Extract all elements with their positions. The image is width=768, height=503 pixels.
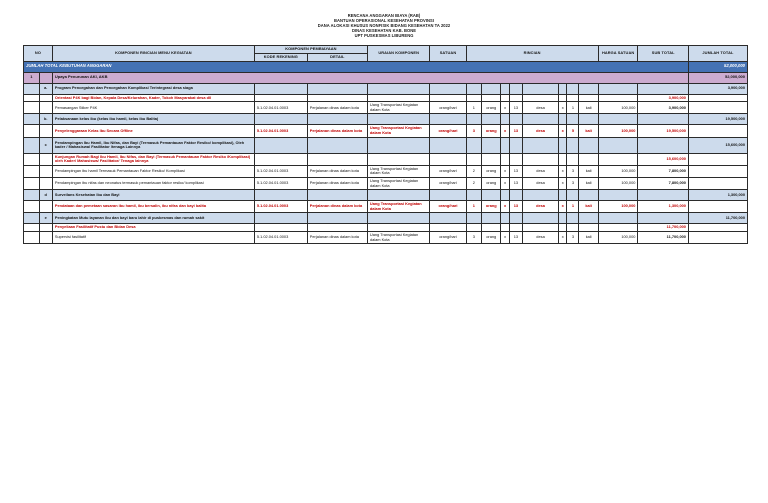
- cell-x2: x: [559, 165, 567, 177]
- cell-u2: desa: [522, 102, 558, 114]
- cell-u3: [579, 114, 598, 125]
- title-line-3: DANA ALOKASI KHUSUS NONFISIK BIDANG KESEHATAN TA 2022: [317, 23, 451, 29]
- cell-x2: [559, 114, 567, 125]
- cell-kode-rekening: [254, 224, 307, 232]
- cell-u2: [522, 224, 558, 232]
- cell-sub-no: b.: [39, 114, 52, 125]
- cell-satuan: orang/hari: [430, 231, 466, 243]
- cell-uraian-komponen: [367, 94, 430, 102]
- cell-u3: [579, 94, 598, 102]
- cell-harga-satuan: 100,000: [598, 201, 638, 213]
- cell-kode-rekening: [254, 190, 307, 201]
- table-row[interactable]: [24, 137, 748, 153]
- title-line-1: RENCANA ANGGARAN BIAYA (RAB): [347, 13, 421, 18]
- cell-detail: Perjalanan dinas dalam kota: [307, 231, 367, 243]
- cell-q1: [466, 83, 482, 94]
- cell-satuan: orang/hari: [430, 178, 466, 190]
- cell-x2: [559, 94, 567, 102]
- cell-detail: [307, 114, 367, 125]
- cell-x2: [559, 213, 567, 224]
- cell-no: [24, 153, 40, 165]
- cell-kode-rekening: [254, 94, 307, 102]
- header-uraian-komponen: URAIAN KOMPONEN: [367, 46, 430, 61]
- cell-no: [24, 201, 40, 213]
- cell-q2: 13: [509, 231, 522, 243]
- cell-x1: [501, 94, 509, 102]
- cell-u2: desa: [522, 125, 558, 137]
- cell-sub-total: 19,500,000: [638, 125, 689, 137]
- cell-x1: x: [501, 102, 509, 114]
- cell-kode-rekening: 5.1.02.04.01.0003: [254, 201, 307, 213]
- row-label: Pemasangan Stiker P4K: [52, 102, 254, 114]
- cell-sub-total: [638, 190, 689, 201]
- document-title-block: [0, 0, 768, 38]
- cell-sub-total: 7,800,000: [638, 178, 689, 190]
- header-no: NO: [24, 46, 53, 61]
- cell-no: 1: [24, 72, 40, 83]
- cell-harga-satuan: [598, 94, 638, 102]
- cell-no: [24, 224, 40, 232]
- cell-q1: 1: [466, 201, 482, 213]
- cell-satuan: [430, 114, 466, 125]
- cell-sub-no: [39, 165, 52, 177]
- cell-u1: orang: [482, 165, 501, 177]
- table-row[interactable]: [24, 114, 748, 125]
- cell-u3: [579, 137, 598, 153]
- cell-sub-total: 3,900,000: [638, 94, 689, 102]
- cell-q3: [567, 137, 579, 153]
- cell-q1: 3: [466, 231, 482, 243]
- cell-u2: desa: [522, 231, 558, 243]
- cell-kode-rekening: 5.1.02.04.01.0003: [254, 125, 307, 137]
- table-row[interactable]: [24, 224, 748, 232]
- cell-u1: orang: [482, 201, 501, 213]
- cell-satuan: [430, 213, 466, 224]
- cell-harga-satuan: [598, 114, 638, 125]
- cell-detail: [307, 153, 367, 165]
- cell-x1: x: [501, 125, 509, 137]
- cell-u2: [522, 137, 558, 153]
- cell-sub-no: e: [39, 213, 52, 224]
- cell-q1: [466, 224, 482, 232]
- cell-uraian-komponen: Uang Transportasi Kegiatan dalam Kota: [367, 125, 430, 137]
- cell-uraian-komponen: [367, 114, 430, 125]
- cell-detail: Perjalanan dinas dalam kota: [307, 165, 367, 177]
- cell-sub-no: [39, 231, 52, 243]
- row-label: JUMLAH TOTAL KEBUTUHAN ANGGARAN: [24, 61, 689, 72]
- cell-q3: [567, 190, 579, 201]
- table-body: [24, 61, 748, 244]
- table-row[interactable]: [24, 153, 748, 165]
- row-label: Peningkatan Mutu layanan ibu dan bayi baru lahir di puskesmas dan rumah sakit: [52, 213, 254, 224]
- cell-q2: [509, 224, 522, 232]
- cell-jumlah-total: 52,000,000: [688, 72, 747, 83]
- cell-jumlah-total: [688, 201, 747, 213]
- cell-kode-rekening: [254, 153, 307, 165]
- cell-x1: [501, 137, 509, 153]
- cell-no: [24, 165, 40, 177]
- cell-x2: x: [559, 178, 567, 190]
- cell-q2: 13: [509, 201, 522, 213]
- cell-satuan: orang/hari: [430, 102, 466, 114]
- cell-u1: orang: [482, 178, 501, 190]
- cell-q2: 13: [509, 165, 522, 177]
- cell-q3: 3: [567, 165, 579, 177]
- cell-harga-satuan: [598, 83, 638, 94]
- cell-x2: x: [559, 102, 567, 114]
- cell-jumlah-total: 1,300,000: [688, 190, 747, 201]
- cell-harga-satuan: [598, 137, 638, 153]
- cell-harga-satuan: 100,000: [598, 231, 638, 243]
- cell-sub-no: [39, 201, 52, 213]
- cell-kode-rekening: 5.1.02.04.01.0003: [254, 231, 307, 243]
- cell-uraian-komponen: Uang Transportasi Kegiatan dalam Kota: [367, 102, 430, 114]
- cell-x2: [559, 83, 567, 94]
- cell-u1: [482, 114, 501, 125]
- cell-sub-no: [39, 224, 52, 232]
- cell-uraian-komponen: Uang Transportasi Kegiatan dalam Kota: [367, 178, 430, 190]
- cell-q3: 3: [567, 178, 579, 190]
- cell-uraian-komponen: [367, 190, 430, 201]
- header-satuan: SATUAN: [430, 46, 466, 61]
- table-row[interactable]: [24, 72, 748, 83]
- cell-q2: [509, 190, 522, 201]
- cell-q2: [509, 213, 522, 224]
- cell-u2: [522, 213, 558, 224]
- row-label: Pendampingan Ibu Hamil, Ibu Nifas, dan Bayi (Termasuk Pemantauan Faktor Resiko/ komplikasi), Oleh kader / Mahasiswa/ Fasilitator /tenaga Lainnya: [52, 137, 254, 153]
- cell-detail: Perjalanan dinas dalam kota: [307, 102, 367, 114]
- cell-detail: [307, 213, 367, 224]
- cell-u3: [579, 83, 598, 94]
- cell-x1: [501, 153, 509, 165]
- cell-u2: desa: [522, 201, 558, 213]
- cell-jumlah-total: [688, 94, 747, 102]
- cell-no: [24, 114, 40, 125]
- cell-u1: [482, 153, 501, 165]
- cell-detail: [307, 190, 367, 201]
- cell-q3: [567, 94, 579, 102]
- cell-sub-no: [39, 125, 52, 137]
- cell-jumlah-total: [688, 178, 747, 190]
- cell-uraian-komponen: [367, 83, 430, 94]
- cell-sub-no: [39, 94, 52, 102]
- header-komponen-pembiayaan: KOMPONEN PEMBIAYAAN: [254, 46, 367, 54]
- cell-u1: [482, 224, 501, 232]
- cell-jumlah-total: 52,000,000: [688, 61, 747, 72]
- cell-sub-total: [638, 83, 689, 94]
- cell-kode-rekening: [254, 137, 307, 153]
- title-line-2: BANTUAN OPERASIONAL KESEHATAN PROVINSI: [334, 18, 434, 24]
- cell-u3: [579, 190, 598, 201]
- cell-satuan: orang/hari: [430, 165, 466, 177]
- cell-u3: [579, 224, 598, 232]
- cell-uraian-komponen: [367, 213, 430, 224]
- cell-u3: kali: [579, 165, 598, 177]
- cell-uraian-komponen: [367, 153, 430, 165]
- cell-q1: [466, 153, 482, 165]
- cell-u1: [482, 137, 501, 153]
- cell-q2: [509, 153, 522, 165]
- cell-jumlah-total: 19,500,000: [688, 114, 747, 125]
- cell-detail: [307, 94, 367, 102]
- row-label: Penyelenggaraan Kelas Ibu Secara Offline: [52, 125, 254, 137]
- cell-q1: [466, 94, 482, 102]
- cell-kode-rekening: [254, 213, 307, 224]
- cell-no: [24, 231, 40, 243]
- table-row[interactable]: [24, 125, 748, 137]
- cell-q2: 13: [509, 102, 522, 114]
- cell-q1: 2: [466, 165, 482, 177]
- cell-sub-total: 11,700,000: [638, 224, 689, 232]
- cell-harga-satuan: [598, 213, 638, 224]
- cell-q2: 13: [509, 125, 522, 137]
- cell-u2: [522, 190, 558, 201]
- cell-x2: x: [559, 201, 567, 213]
- cell-jumlah-total: [688, 231, 747, 243]
- table-row[interactable]: [24, 190, 748, 201]
- cell-sub-total: [638, 114, 689, 125]
- cell-uraian-komponen: Uang Transportasi Kegiatan dalam Kota: [367, 201, 430, 213]
- cell-x1: [501, 83, 509, 94]
- cell-q3: 1: [567, 201, 579, 213]
- cell-q2: [509, 83, 522, 94]
- cell-q1: [466, 114, 482, 125]
- cell-q2: [509, 94, 522, 102]
- cell-u3: [579, 213, 598, 224]
- cell-x1: [501, 114, 509, 125]
- cell-jumlah-total: 3,900,000: [688, 83, 747, 94]
- cell-x1: x: [501, 178, 509, 190]
- cell-u1: [482, 213, 501, 224]
- cell-no: [24, 102, 40, 114]
- cell-satuan: [430, 137, 466, 153]
- cell-satuan: [430, 94, 466, 102]
- cell-x2: x: [559, 231, 567, 243]
- cell-q1: 3: [466, 125, 482, 137]
- cell-uraian-komponen: [367, 224, 430, 232]
- cell-sub-total: [638, 213, 689, 224]
- cell-kode-rekening: 5.1.02.04.01.0003: [254, 178, 307, 190]
- cell-sub-total: [638, 137, 689, 153]
- cell-no: [24, 137, 40, 153]
- cell-uraian-komponen: Uang Transportasi Kegiatan dalam Kota: [367, 231, 430, 243]
- cell-q3: 1: [567, 102, 579, 114]
- cell-q1: [466, 190, 482, 201]
- header-kode-rekening: KODE REKENING: [254, 54, 307, 62]
- cell-u1: [482, 190, 501, 201]
- cell-q2: [509, 114, 522, 125]
- cell-q1: 2: [466, 178, 482, 190]
- table-row[interactable]: [24, 231, 748, 243]
- cell-kode-rekening: [254, 83, 307, 94]
- cell-sub-no: [39, 178, 52, 190]
- cell-u2: [522, 83, 558, 94]
- cell-no: [24, 190, 40, 201]
- cell-x2: [559, 190, 567, 201]
- cell-satuan: [430, 190, 466, 201]
- cell-x2: [559, 137, 567, 153]
- row-label: Pelaksanaan kelas ibu (kelas ibu hamil, kelas ibu Balita): [52, 114, 254, 125]
- cell-u3: [579, 153, 598, 165]
- cell-q3: [567, 224, 579, 232]
- table-row[interactable]: [24, 94, 748, 102]
- title-line-5: UPT PUSKESMAS LIBURENG: [354, 33, 414, 39]
- cell-harga-satuan: [598, 153, 638, 165]
- header-jumlah-total: JUMLAH TOTAL: [688, 46, 747, 61]
- cell-x1: [501, 224, 509, 232]
- cell-jumlah-total: [688, 153, 747, 165]
- cell-satuan: [430, 153, 466, 165]
- cell-u3: kali: [579, 231, 598, 243]
- table-row[interactable]: [24, 178, 748, 190]
- cell-x2: x: [559, 125, 567, 137]
- cell-detail: Perjalanan dinas dalam kota: [307, 125, 367, 137]
- cell-detail: [307, 224, 367, 232]
- cell-no: [24, 94, 40, 102]
- cell-kode-rekening: [254, 114, 307, 125]
- cell-q1: 1: [466, 102, 482, 114]
- cell-satuan: orang/hari: [430, 125, 466, 137]
- cell-detail: Perjalanan dinas dalam kota: [307, 178, 367, 190]
- cell-u1: [482, 83, 501, 94]
- cell-q2: 13: [509, 178, 522, 190]
- cell-harga-satuan: 100,000: [598, 102, 638, 114]
- row-label: Upaya Penurunan AKI, AKB: [52, 72, 688, 83]
- rab-table: [23, 45, 748, 244]
- cell-u1: orang: [482, 102, 501, 114]
- cell-sub-total: 15,600,000: [638, 153, 689, 165]
- row-label: Pendataan dan pemetaan sasaran ibu hamil, ibu bersalin, ibu nifas dan bayi balita: [52, 201, 254, 213]
- cell-sub-total: 3,900,000: [638, 102, 689, 114]
- row-label: Pendampingan ibu nifas dan neonatus termasuk pemantauan faktor resiko/ komplikasi: [52, 178, 254, 190]
- cell-satuan: [430, 83, 466, 94]
- cell-kode-rekening: 5.1.02.04.01.0003: [254, 102, 307, 114]
- cell-q3: [567, 83, 579, 94]
- cell-q3: 5: [567, 125, 579, 137]
- table-row[interactable]: [24, 61, 748, 72]
- header-rincian: RINCIAN: [466, 46, 598, 61]
- cell-q1: [466, 137, 482, 153]
- cell-jumlah-total: [688, 224, 747, 232]
- cell-sub-total: 1,300,000: [638, 201, 689, 213]
- cell-uraian-komponen: Uang Transportasi Kegiatan dalam Kota: [367, 165, 430, 177]
- cell-sub-no: [39, 102, 52, 114]
- cell-no: [24, 178, 40, 190]
- cell-uraian-komponen: [367, 137, 430, 153]
- cell-detail: [307, 83, 367, 94]
- cell-q3: [567, 153, 579, 165]
- cell-harga-satuan: [598, 190, 638, 201]
- row-label: Pendampingan ibu hamil Termasuk Pemantauan Faktor Resiko/ Komplikasi: [52, 165, 254, 177]
- cell-u3: kali: [579, 125, 598, 137]
- table-row[interactable]: [24, 165, 748, 177]
- cell-harga-satuan: [598, 224, 638, 232]
- cell-x1: x: [501, 201, 509, 213]
- table-row[interactable]: [24, 83, 748, 94]
- table-row[interactable]: [24, 201, 748, 213]
- cell-sub-no: a.: [39, 83, 52, 94]
- cell-harga-satuan: 100,000: [598, 178, 638, 190]
- cell-x1: x: [501, 231, 509, 243]
- table-header: [24, 46, 748, 61]
- cell-u1: orang: [482, 125, 501, 137]
- cell-u2: [522, 114, 558, 125]
- cell-detail: Perjalanan dinas dalam kota: [307, 201, 367, 213]
- header-komponen-rincian-menu-kegiatan: KOMPONEN RINCIAN MENU KEGIATAN: [52, 46, 254, 61]
- cell-x1: [501, 190, 509, 201]
- cell-sub-no: [39, 72, 52, 83]
- cell-no: [24, 213, 40, 224]
- cell-q3: [567, 114, 579, 125]
- cell-q3: [567, 213, 579, 224]
- cell-detail: [307, 137, 367, 153]
- cell-harga-satuan: 100,000: [598, 165, 638, 177]
- cell-jumlah-total: [688, 165, 747, 177]
- cell-q1: [466, 213, 482, 224]
- header-sub-total: SUB TOTAL: [638, 46, 689, 61]
- cell-satuan: orang/hari: [430, 201, 466, 213]
- cell-sub-total: 11,700,000: [638, 231, 689, 243]
- cell-jumlah-total: 11,700,000: [688, 213, 747, 224]
- table-row[interactable]: [24, 213, 748, 224]
- cell-u2: desa: [522, 178, 558, 190]
- cell-sub-no: [39, 153, 52, 165]
- cell-jumlah-total: [688, 102, 747, 114]
- cell-u2: [522, 94, 558, 102]
- row-label: Surveilans Kesehatan Ibu dan Bayi: [52, 190, 254, 201]
- cell-u3: kali: [579, 178, 598, 190]
- cell-x1: x: [501, 165, 509, 177]
- cell-sub-total: 7,800,000: [638, 165, 689, 177]
- cell-x1: [501, 213, 509, 224]
- cell-satuan: [430, 224, 466, 232]
- header-detail: DETAIL: [307, 54, 367, 62]
- cell-sub-no: d: [39, 190, 52, 201]
- cell-no: [24, 83, 40, 94]
- cell-q2: [509, 137, 522, 153]
- cell-u1: [482, 94, 501, 102]
- cell-x2: [559, 224, 567, 232]
- cell-kode-rekening: 5.1.02.04.01.0003: [254, 165, 307, 177]
- row-label: Orientasi P4K bagi Bidan, Kepala Desa/Kelurahan, Kader, Tokoh Masyarakat desa dll: [52, 94, 254, 102]
- cell-u2: desa: [522, 165, 558, 177]
- cell-u2: [522, 153, 558, 165]
- cell-q3: 3: [567, 231, 579, 243]
- cell-jumlah-total: 15,600,000: [688, 137, 747, 153]
- row-label: Penyeliaan Fasilitatif Pustu dan Bidan Desa: [52, 224, 254, 232]
- cell-jumlah-total: [688, 125, 747, 137]
- row-label: Program Pencegahan dan Pencegahan Komplikasi Terintegrasi desa siaga: [52, 83, 254, 94]
- cell-sub-no: c: [39, 137, 52, 153]
- cell-x2: [559, 153, 567, 165]
- header-harga-satuan: HARGA SATUAN: [598, 46, 638, 61]
- table-row[interactable]: [24, 102, 748, 114]
- cell-harga-satuan: 100,000: [598, 125, 638, 137]
- row-label: Supervisi fasilitatif: [52, 231, 254, 243]
- cell-no: [24, 125, 40, 137]
- row-label: Kunjungan Rumah Bagi Ibu Hamil, Ibu Nifas, dan Bayi (Termasuk Pemantauan Faktor Resiko /Komplikasi) oleh Kader/ Mahasiswa/ Fasilitator/ Tenaga lainnya: [52, 153, 254, 165]
- cell-u3: kali: [579, 102, 598, 114]
- cell-u1: orang: [482, 231, 501, 243]
- cell-u3: kali: [579, 201, 598, 213]
- title-line-4: DINAS KESEHATAN KAB. BONE: [351, 28, 417, 34]
